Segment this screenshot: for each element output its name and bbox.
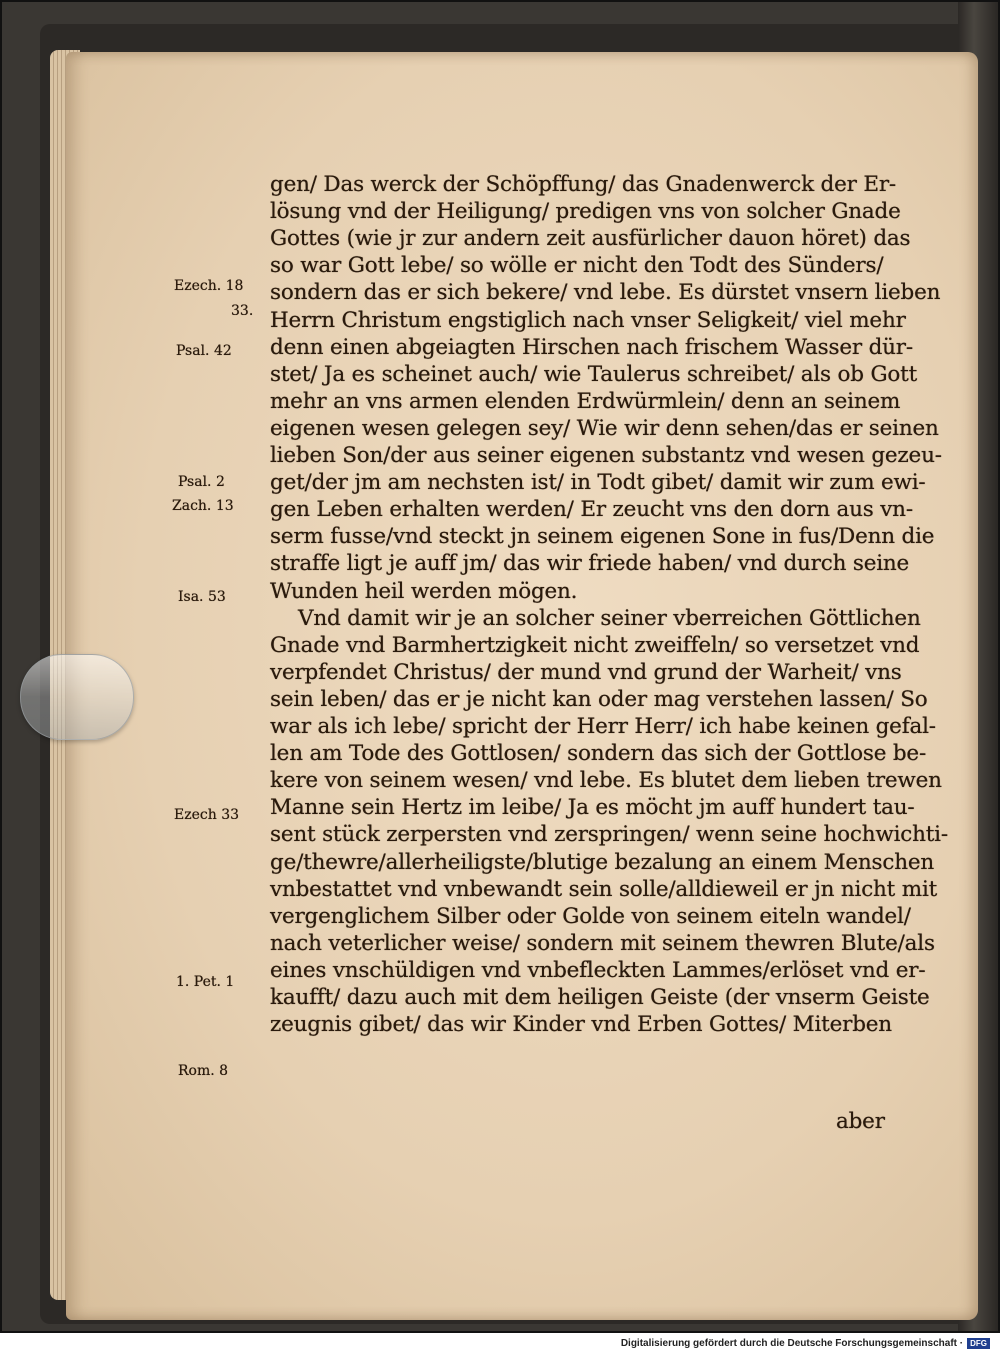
text-line: sondern das er sich bekere/ vnd lebe. Es dürstet vnsern lieben [270,280,941,306]
margin-note: 33. [231,303,254,319]
text-line: sent stück zerpersten vnd zerspringen/ wenn seine hochwichti- [270,822,948,848]
text-line: stet/ Ja es scheinet auch/ wie Taulerus schreibet/ als ob Gott [270,361,918,387]
text-line: verpfendet Christus/ der mund vnd grund der Warheit/ vns [270,659,902,685]
text-line: get/der jm am nechsten ist/ in Todt gibet/ damit wir zum ewi- [270,470,926,496]
margin-note: Psal. 2 [178,474,225,490]
margin-note: Ezech 33 [174,807,240,823]
text-line: serm fusse/vnd steckt jn seinem eigenen Sone in fus/Denn die [270,524,935,550]
text-line: denn einen abgeiagten Hirschen nach frischem Wasser dür- [270,334,913,360]
text-line: Vnd damit wir je an solcher seiner vberreichen Göttlichen [298,605,921,631]
plastic-page-clip [20,654,134,740]
text-line: Wunden heil werden mögen. [270,578,578,604]
text-line: eines vnschüldigen vnd vnbefleckten Lammes/erlöset vnd er- [270,957,926,983]
text-line: gen Leben erhalten werden/ Er zeucht vns den dorn aus vn- [270,497,913,523]
text-line: len am Tode des Gottlosen/ sondern das sich der Gottlose be- [270,741,927,767]
margin-note: Ezech. 18 [174,278,244,294]
text-line: eigenen wesen gelegen sey/ Wie wir denn sehen/das er seinen [270,415,939,441]
text-line: kere von seinem wesen/ vnd lebe. Es blutet dem lieben trewen [270,768,942,794]
text-line: lieben Son/der aus seiner eigenen substantz vnd wesen gezeu- [270,443,942,468]
text-line: kaufft/ dazu auch mit dem heiligen Geiste (der vnserm Geiste [270,985,930,1010]
book-page [66,52,978,1320]
margin-note: Zach. 13 [172,498,234,514]
text-line: vergenglichem Silber oder Golde von seinem eiteln wandel/ [270,903,911,929]
margin-note: 1. Pet. 1 [176,974,235,990]
text-line: sein leben/ das er je nicht kan oder mag verstehen lassen/ So [270,686,928,712]
text-line: Gottes (wie jr zur andern zeit ausfürlicher dauon höret) das [270,226,911,252]
text-line: zeugnis gibet/ das wir Kinder vnd Erben Gottes/ Miterben [270,1012,892,1038]
text-line: lösung vnd der Heiligung/ predigen vns von solcher Gnade [270,199,901,225]
dfg-logo: DFG [967,1338,990,1349]
margin-note: Rom. 8 [178,1063,229,1079]
text-line: ge/thewre/allerheiligste/blutige bezalung an einem Menschen [270,849,935,875]
text-line: so war Gott lebe/ so wölle er nicht den Todt des Sünders/ [270,253,884,279]
text-line: vnbestattet vnd vnbewandt sein solle/alldieweil er jn nicht mit [270,876,938,902]
margin-note: Isa. 53 [178,589,226,605]
text-line: mehr an vns armen elenden Erdwürmlein/ denn an seinem [270,388,901,414]
margin-note: Psal. 42 [176,343,232,359]
text-line: straffe ligt je auff jm/ das wir friede haben/ vnd durch seine [270,551,910,577]
text-line: Gnade vnd Barmhertzigkeit nicht zweiffeln/ so versetzet vnd [270,632,920,658]
footer-credit-text: Digitalisierung gefördert durch die Deutsche Forschungsgemeinschaft · [620,1337,964,1349]
text-line: Manne sein Hertz im leibe/ Ja es möcht jm auff hundert tau- [270,795,915,821]
text-line: Herrn Christum engstiglich nach vnser Seligkeit/ viel mehr [270,307,906,333]
text-line: gen/ Das werck der Schöpffung/ das Gnadenwerck der Er- [270,172,896,197]
catchword: aber [836,1109,885,1134]
text-line: nach veterlicher weise/ sondern mit seinem thewren Blute/als [270,930,935,956]
footer-credit [621,1336,990,1350]
text-line: war als ich lebe/ spricht der Herr Herr/ ich habe keinen gefal- [270,714,936,739]
